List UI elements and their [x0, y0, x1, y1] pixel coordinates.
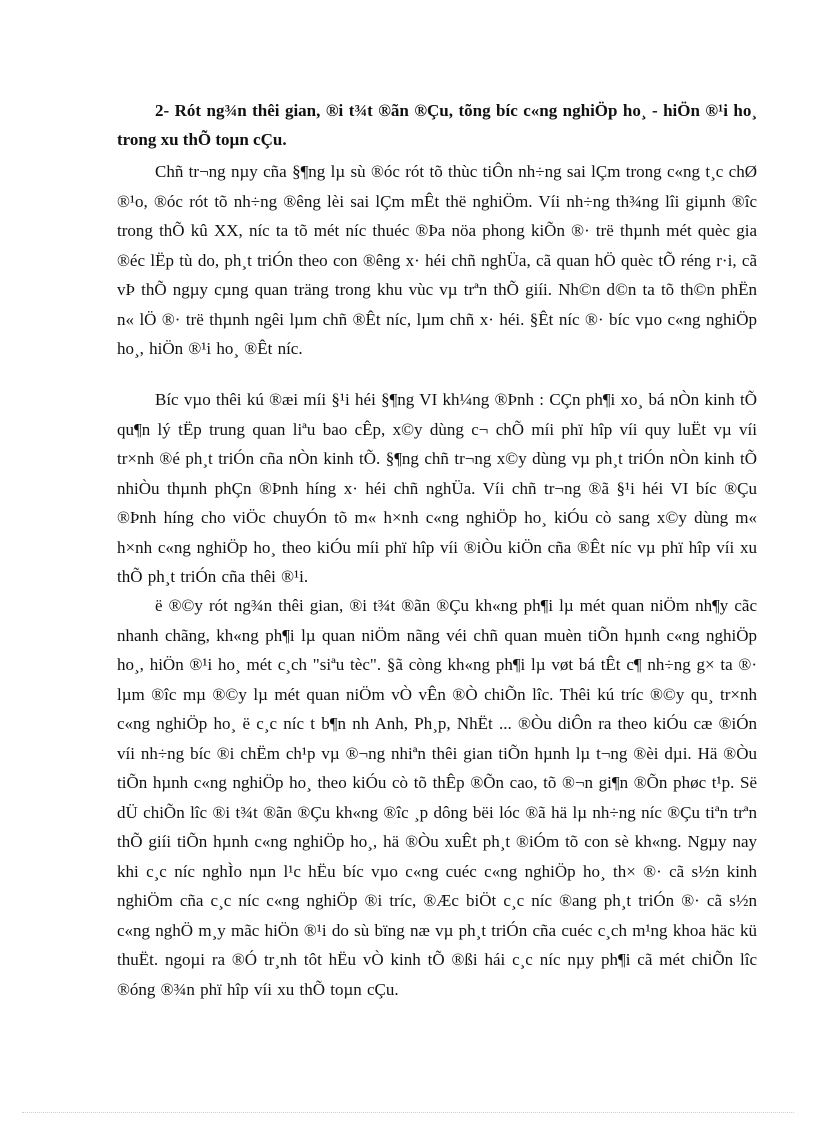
paragraph-3: ë ®©y rót ng¾n thêi gian, ®i t¾t ®ãn ®Çu kh«ng ph¶i lµ mét quan niÖm nh¶y cãc nhanh chãng, kh«ng ph¶i lµ quan niÖm nãng véi chñ quan muèn tiÕn hµnh c«ng nghiÖp ho¸, hiÖn ®¹i ho¸ mét c¸ch "siªu tèc". §ã còng kh«ng ph¶i lµ vøt bá tÊt c¶ nh÷ng g× ta ®· lµm ®îc mµ ®©y lµ mét quan niÖm vÒ vÊn ®Ò chiÕn lîc. Thêi kú tríc ®©y qu¸ tr×nh c«ng nghiÖp ho¸ ë c¸c níc t b¶n nh Anh, Ph¸p, NhËt ... ®Òu diÔn ra theo kiÓu cæ ®iÓn víi nh÷ng bíc ®i chËm ch¹p vµ ®¬ng nhiªn thêi gian tiÕn hµnh lµ t¬ng ®èi dµi. Hä ®Òu tiÕn hµnh c«ng nghiÖp ho¸ theo kiÓu cò tõ thÊp ®Õn cao, tõ ®¬n gi¶n ®Õn phøc t¹p. Së dÜ chiÕn lîc ®i t¾t ®ãn ®Çu kh«ng ®îc ¸p dông bëi lóc ®ã hä lµ nh÷ng níc ®Çu tiªn trªn thÕ giíi tiÕn hµnh c«ng nghiÖp ho¸, hä ®Òu xuÊt ph¸t ®iÓm tõ con sè kh«ng. Ngµy nay khi c¸c níc nghÌo nµn l¹c hËu bíc vµo c«ng cuéc c«ng nghiÖp ho¸ th× ®· cã s½n kinh nghiÖm cña c¸c níc c«ng nghiÖp ®i tríc, ®Æc biÖt c¸c níc ®ang ph¸t triÓn ®· cã s½n c«ng nghÖ m¸y mãc hiÖn ®¹i do sù bïng næ vµ ph¸t triÓn cña cuéc c¸ch m¹ng khoa häc kü thuËt. ngoµi ra ®Ó tr¸nh tôt hËu vÒ kinh tÕ ®ßi hái c¸c níc nµy ph¶i cã mét chiÕn lîc ®óng ®¾n phï hîp víi xu thÕ toµn cÇu.: [117, 596, 757, 999]
section-heading: 2- Rót ng¾n thêi gian, ®i t¾t ®ãn ®Çu, tõng bíc c«ng nghiÖp ho¸ - hiÖn ®¹i ho¸ trong xu thÕ toµn cÇu.: [117, 101, 757, 149]
paragraph-1: Chñ tr¬ng nµy cña §¶ng lµ sù ®óc rót tõ thùc tiÔn nh÷ng sai lÇm trong c«ng t¸c chØ ®¹o, ®óc rót tõ nh÷ng ®êng lèi sai lÇm mÊt thë nghiÖm. Víi nh÷ng th¾ng lîi giµnh ®îc trong thÕ kû XX, níc ta tõ mét níc thuéc ®Þa nöa phong kiÕn ®· trë thµnh mét quèc gia ®éc lËp tù do, ph¸t triÓn theo con ®êng x· héi chñ nghÜa, cã quan hÖ quèc tÕ réng r·i, cã vÞ thÕ ngµy cµng quan träng trong khu vùc vµ trªn thÕ giíi. Nh©n d©n ta tõ th©n phËn n« lÖ ®· trë thµnh ngêi lµm chñ ®Êt níc, lµm chñ x· héi. §Êt níc ®· bíc vµo c«ng nghiÖp ho¸, hiÖn ®¹i ho¸ ®Êt níc.: [117, 162, 757, 358]
page-bottom-divider: [22, 1112, 794, 1113]
paragraph-2: Bíc vµo thêi kú ®æi míi §¹i héi §¶ng VI kh¼ng ®Þnh : CÇn ph¶i xo¸ bá nÒn kinh tÕ qu¶n lý tËp trung quan liªu bao cÊp, x©y dùng c¬ chÕ míi phï hîp víi quy luËt vµ víi tr×nh ®é ph¸t triÓn cña nÒn kinh tÕ. §¶ng chñ tr¬ng x©y dùng vµ ph¸t triÓn nÒn kinh tÕ nhiÒu thµnh phÇn ®Þnh híng x· héi chñ nghÜa. Víi chñ tr¬ng ®ã §¹i héi VI bíc ®Çu ®Þnh híng cho viÖc chuyÓn tõ m« h×nh c«ng nghiÖp ho¸ kiÓu cò sang x©y dùng m« h×nh c«ng nghiÖp ho¸ theo kiÓu míi phï hîp víi ®iÒu kiÖn cña ®Êt níc vµ phï hîp víi xu thÕ ph¸t triÓn cña thêi ®¹i.: [117, 390, 757, 586]
